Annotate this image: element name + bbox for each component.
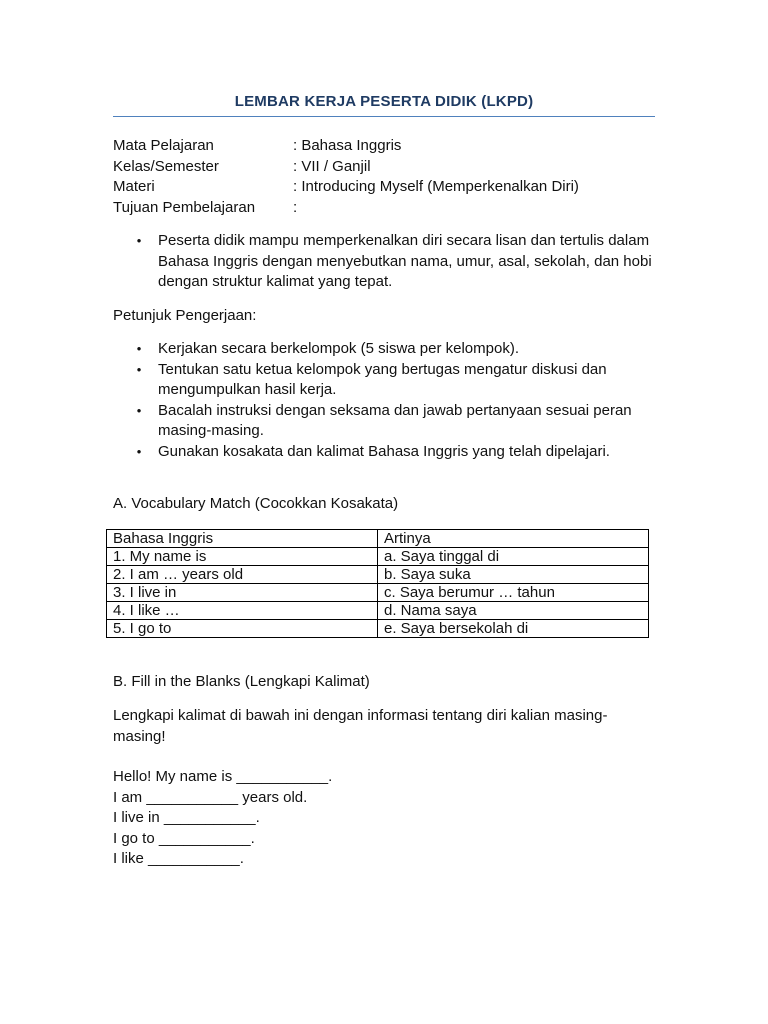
meta-value: : Introducing Myself (Memperkenalkan Diri) — [293, 178, 579, 195]
meta-row-subject — [113, 136, 673, 157]
table-cell: 1. My name is — [107, 548, 378, 566]
table-row — [107, 548, 649, 566]
bullet-icon: • — [136, 443, 142, 459]
table-header-cell: Bahasa Inggris — [107, 530, 378, 548]
meta-label: Materi — [113, 178, 155, 195]
instructions-list — [113, 339, 658, 462]
meta-label: Kelas/Semester — [113, 157, 219, 175]
meta-row-material — [113, 177, 673, 198]
table-row — [107, 566, 649, 584]
goal-text: Peserta didik mampu memperkenalkan diri secara lisan dan tertulis dalam Bahasa Inggris dengan menyebutkan nama, umur, asal, sekolah, dan hobi dengan struktur kalimat yang tepat. — [158, 232, 652, 290]
fill-line: I live in ___________. — [113, 809, 260, 826]
instruction-text: Gunakan kosakata dan kalimat Bahasa Inggris yang telah dipelajari. — [158, 442, 610, 460]
fill-line: I am ___________ years old. — [113, 788, 308, 806]
meta-value: : Bahasa Inggris — [293, 137, 402, 154]
list-item — [113, 231, 658, 293]
section-b-heading: B. Fill in the Blanks (Lengkapi Kalimat) — [113, 673, 370, 690]
table-cell: c. Saya berumur … tahun — [378, 584, 649, 602]
meta-row-class — [113, 157, 673, 178]
instruction-text: Bacalah instruksi dengan seksama dan jawab pertanyaan sesuai peran masing-masing. — [158, 401, 632, 439]
fill-line: I go to ___________. — [113, 829, 255, 847]
list-item — [113, 339, 658, 360]
bullet-icon: • — [136, 233, 142, 248]
table-cell: 3. I live in — [107, 584, 378, 602]
learning-goal-list — [113, 231, 658, 293]
list-item — [113, 360, 658, 401]
fill-in-sentences — [113, 767, 332, 870]
table-row — [107, 602, 649, 620]
fill-line: Hello! My name is ___________. — [113, 768, 333, 785]
table-cell: e. Saya bersekolah di — [378, 620, 649, 638]
instruction-text: Tentukan satu ketua kelompok yang bertugas mengatur diskusi dan mengumpulkan hasil kerja. — [158, 360, 607, 398]
meta-label: Tujuan Pembelajaran — [113, 198, 256, 216]
list-item — [113, 442, 658, 463]
bullet-icon: • — [136, 402, 142, 418]
page-title: LEMBAR KERJA PESERTA DIDIK (LKPD) — [234, 93, 534, 110]
table-cell: b. Saya suka — [378, 566, 649, 584]
section-a-heading: A. Vocabulary Match (Cocokkan Kosakata) — [113, 495, 399, 512]
meta-row-goal — [113, 198, 673, 219]
list-item — [113, 401, 658, 442]
meta-value: : — [293, 198, 298, 216]
meta-info — [113, 136, 673, 218]
instructions-heading: Petunjuk Pengerjaan: — [113, 307, 257, 324]
bullet-icon: • — [136, 361, 142, 377]
meta-value: : VII / Ganjil — [293, 157, 371, 175]
vocabulary-table — [106, 529, 649, 638]
table-cell: d. Nama saya — [378, 602, 649, 620]
table-cell: 5. I go to — [107, 620, 378, 638]
table-header-cell: Artinya — [378, 530, 649, 548]
instruction-text: Kerjakan secara berkelompok (5 siswa per kelompok). — [158, 340, 519, 357]
table-cell: 2. I am … years old — [107, 566, 378, 584]
title-underline — [113, 116, 655, 117]
table-row — [107, 620, 649, 638]
table-cell: 4. I like … — [107, 602, 378, 620]
table-header-row — [107, 530, 649, 548]
meta-label: Mata Pelajaran — [113, 137, 214, 154]
fill-line: I like ___________. — [113, 850, 244, 867]
table-row — [107, 584, 649, 602]
bullet-icon: • — [136, 341, 142, 356]
table-cell: a. Saya tinggal di — [378, 548, 649, 566]
section-b-instruction: Lengkapi kalimat di bawah ini dengan informasi tentang diri kalian masing-masing! — [113, 707, 608, 745]
